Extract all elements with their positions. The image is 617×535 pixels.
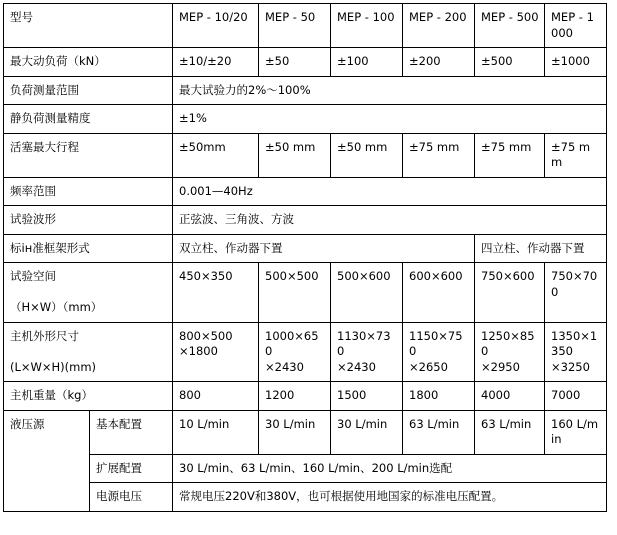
cell-value — [403, 322, 475, 382]
table-row — [4, 382, 607, 411]
cell-value: 750×700 — [545, 263, 607, 323]
row-label-piston-stroke: 活塞最大行程 — [4, 133, 173, 177]
cell-value: 10 L/min — [173, 410, 259, 454]
specification-table — [3, 3, 607, 512]
cell-value: ±75 mm — [403, 133, 475, 177]
cell-value: 1200 — [259, 382, 331, 411]
row-label-test-space-line1: 试验空间 — [10, 269, 56, 284]
table-row — [4, 133, 607, 177]
cell-value: ±75 mm — [545, 133, 607, 177]
table-row — [4, 105, 607, 134]
header-cell-model: 型号 — [4, 4, 173, 48]
cell-value: 63 L/min — [403, 410, 475, 454]
row-label-hydraulic-source: 液压源 — [4, 410, 90, 511]
cell-value-line: ×2430 — [337, 359, 376, 374]
cell-value: 双立柱、作动器下置 — [173, 234, 475, 263]
header-cell-mep-100: MEP - 100 — [331, 4, 403, 48]
row-label-test-space-line2: （H×W）（mm） — [10, 300, 103, 315]
row-label-waveform: 试验波形 — [4, 206, 173, 235]
table-row — [4, 48, 607, 77]
row-label-static-accuracy: 静负荷测量精度 — [4, 105, 173, 134]
cell-value: 4000 — [475, 382, 545, 411]
cell-value: 30 L/min — [331, 410, 403, 454]
cell-value — [475, 322, 545, 382]
cell-value-line: ×1800 — [179, 344, 218, 359]
table-row — [4, 483, 607, 512]
cell-value: 800 — [173, 382, 259, 411]
sub-label-extended-configuration: 扩展配置 — [90, 454, 173, 483]
cell-value: 30 L/min — [259, 410, 331, 454]
cell-value — [331, 322, 403, 382]
cell-value: 500×600 — [331, 263, 403, 323]
cell-value-line: ×3250 — [551, 359, 590, 374]
cell-value — [545, 322, 607, 382]
table-header-row — [4, 4, 607, 48]
cell-value-line: 1130×730 — [337, 328, 391, 359]
cell-value: 常规电压220V和380V，也可根据使用地国家的标准电压配置。 — [173, 483, 607, 512]
table-row — [4, 76, 607, 105]
cell-value: 0.001—40Hz — [173, 177, 607, 206]
cell-value-line: ×2430 — [265, 359, 304, 374]
table-row — [4, 206, 607, 235]
cell-value: 160 L/min — [545, 410, 607, 454]
row-label-overall-dimensions-line2: (L×W×H)(mm) — [10, 359, 97, 374]
cell-value: ±75 mm — [475, 133, 545, 177]
table-row — [4, 410, 607, 454]
sub-label-basic-configuration: 基本配置 — [90, 410, 173, 454]
cell-value: 正弦波、三角波、方波 — [173, 206, 607, 235]
cell-value: ±1% — [173, 105, 607, 134]
table-row — [4, 177, 607, 206]
row-label-frame-type: 标ін准框架形式 — [4, 234, 173, 263]
header-cell-mep-50: MEP - 50 — [259, 4, 331, 48]
cell-value: 1800 — [403, 382, 475, 411]
cell-value: 7000 — [545, 382, 607, 411]
cell-value: ±50 mm — [331, 133, 403, 177]
cell-value: ±100 — [331, 48, 403, 77]
cell-value: 30 L/min、63 L/min、160 L/min、200 L/min选配 — [173, 454, 607, 483]
row-label-max-dynamic-load: 最大动负荷（kN） — [4, 48, 173, 77]
row-label-overall-dimensions-line1: 主机外形尺寸 — [10, 328, 79, 343]
row-label-load-range: 负荷测量范围 — [4, 76, 173, 105]
row-label-test-space — [4, 263, 173, 323]
table-row — [4, 322, 607, 382]
cell-value-line: ×2950 — [481, 359, 520, 374]
header-cell-mep-200: MEP - 200 — [403, 4, 475, 48]
cell-value: ±50mm — [173, 133, 259, 177]
cell-value: 1500 — [331, 382, 403, 411]
cell-value-line: 1000×650 — [265, 328, 319, 359]
row-label-machine-weight: 主机重量（kg） — [4, 382, 173, 411]
cell-value: 750×600 — [475, 263, 545, 323]
cell-value: 600×600 — [403, 263, 475, 323]
cell-value-line: 1150×750 — [409, 328, 463, 359]
header-cell-mep-500: MEP - 500 — [475, 4, 545, 48]
row-label-overall-dimensions — [4, 322, 173, 382]
cell-value — [173, 322, 259, 382]
cell-value: ±500 — [475, 48, 545, 77]
cell-value-line: ×2650 — [409, 359, 448, 374]
table-row — [4, 263, 607, 323]
cell-value — [259, 322, 331, 382]
header-cell-mep-10-20: MEP - 10/20 — [173, 4, 259, 48]
cell-value: ±10/±20 — [173, 48, 259, 77]
table-row — [4, 234, 607, 263]
header-cell-mep-1000: MEP - 1000 — [545, 4, 607, 48]
cell-value: 450×350 — [173, 263, 259, 323]
cell-value: 500×500 — [259, 263, 331, 323]
cell-value-line: 800×500 — [179, 328, 233, 343]
cell-value: 四立柱、作动器下置 — [475, 234, 607, 263]
table-row — [4, 454, 607, 483]
cell-value: 最大试验力的2%～100% — [173, 76, 607, 105]
cell-value: ±1000 — [545, 48, 607, 77]
cell-value: 63 L/min — [475, 410, 545, 454]
cell-value: ±50 — [259, 48, 331, 77]
cell-value: ±50 mm — [259, 133, 331, 177]
cell-value-line: 1250×850 — [481, 328, 535, 359]
cell-value-line: 1350×1350 — [551, 328, 598, 359]
sub-label-power-voltage: 电源电压 — [90, 483, 173, 512]
row-label-frequency-range: 频率范围 — [4, 177, 173, 206]
cell-value: ±200 — [403, 48, 475, 77]
